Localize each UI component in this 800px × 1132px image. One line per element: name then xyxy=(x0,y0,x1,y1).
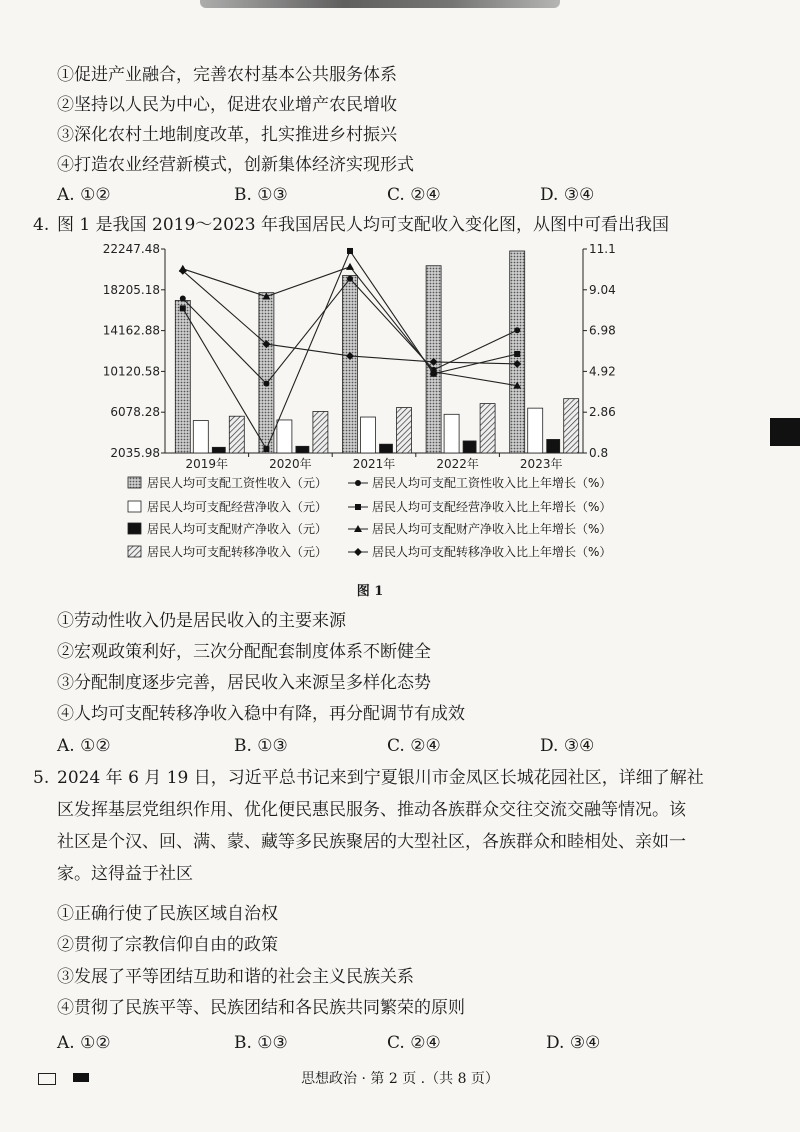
q5-item-2: ②贯彻了宗教信仰自由的政策 xyxy=(57,935,278,955)
legend-swatch-bar-2 xyxy=(128,523,141,534)
legend-label-bar-3: 居民人均可支配转移净收入（元） xyxy=(147,545,328,559)
line-point-0-0 xyxy=(180,296,186,302)
q4-item-3: ③分配制度逐步完善，居民收入来源呈多样化态势 xyxy=(57,673,431,693)
x-tick-label: 2023年 xyxy=(519,457,563,471)
q5-item-4: ④贯彻了民族平等、民族团结和各民族共同繁荣的原则 xyxy=(57,998,465,1018)
q4-number: 4. xyxy=(33,215,50,235)
line-point-2-2 xyxy=(346,263,354,270)
bar-2-3 xyxy=(463,441,476,453)
q4-item-4: ④人均可支配转移净收入稳中有降，再分配调节有成效 xyxy=(57,704,465,724)
q5-choice-d[interactable]: D. ③④ xyxy=(546,1033,601,1053)
q5-choice-c[interactable]: C. ②④ xyxy=(387,1033,441,1053)
y-tick-label-left: 10120.58 xyxy=(102,364,160,379)
q4-stem: 图 1 是我国 2019～2023 年我国居民人均可支配收入变化图，从图中可看出我国 xyxy=(57,215,669,235)
q5-stem-line-4: 家。这得益于社区 xyxy=(57,864,193,884)
q3-item-1: ①促进产业融合，完善农村基本公共服务体系 xyxy=(57,65,397,85)
chart-legend xyxy=(128,475,611,559)
bar-1-2 xyxy=(361,417,376,453)
bar-2-4 xyxy=(547,439,560,453)
bar-3-1 xyxy=(313,411,328,453)
line-point-1-2 xyxy=(347,248,353,254)
y-tick-label-right: 6.98 xyxy=(589,323,616,338)
page-footer: 思想政治 · 第 2 页 .（共 8 页） xyxy=(301,1071,499,1087)
q3-item-4: ④打造农业经营新模式，创新集体经济实现形式 xyxy=(57,155,414,175)
y-tick-label-right: 11.1 xyxy=(589,242,616,256)
x-tick-label: 2021年 xyxy=(352,457,396,471)
legend-swatch-bar-0 xyxy=(128,477,141,488)
scan-top-edge xyxy=(200,0,560,8)
y-tick-label-left: 22247.48 xyxy=(102,242,160,256)
q4-item-1: ①劳动性收入仍是居民收入的主要来源 xyxy=(57,611,346,631)
y-tick-label-left: 18205.18 xyxy=(102,282,160,297)
bar-2-1 xyxy=(296,446,309,453)
q3-item-2: ②坚持以人民为中心，促进农业增产农民增收 xyxy=(57,95,397,115)
q5-stem-line-2: 区发挥基层党组织作用、优化便民惠民服务、推动各族群众交往交流交融等情况。该 xyxy=(57,800,686,820)
legend-label-line-1: 居民人均可支配经营净收入比上年增长（%） xyxy=(372,500,612,514)
bar-0-2 xyxy=(343,276,358,453)
legend-marker-0 xyxy=(355,480,361,486)
legend-label-bar-0: 居民人均可支配工资性收入（元） xyxy=(147,476,328,490)
q5-item-1: ①正确行使了民族区域自治权 xyxy=(57,904,278,924)
q4-choices xyxy=(57,735,757,757)
y-tick-label-left: 6078.28 xyxy=(110,405,160,420)
line-point-0-1 xyxy=(263,381,269,387)
y-tick-label-left: 2035.98 xyxy=(110,446,160,460)
figure-caption: 图 1 xyxy=(356,584,384,599)
line-point-1-4 xyxy=(514,351,520,357)
legend-label-bar-2: 居民人均可支配财产净收入（元） xyxy=(147,522,328,536)
legend-marker-3 xyxy=(354,548,362,556)
line-point-1-1 xyxy=(263,446,269,452)
q5-number: 5. xyxy=(33,768,50,788)
x-tick-label: 2019年 xyxy=(185,457,229,471)
q3-choices xyxy=(57,184,757,206)
line-point-0-4 xyxy=(514,327,520,333)
bar-3-2 xyxy=(397,408,412,453)
legend-label-line-0: 居民人均可支配工资性收入比上年增长（%） xyxy=(372,476,612,490)
q5-stem-line-3: 社区是个汉、回、满、蒙、藏等多民族聚居的大型社区，各族群众和睦相处、亲如一 xyxy=(57,832,686,852)
q3-choice-a[interactable]: A. ①② xyxy=(57,185,111,205)
y-tick-label-right: 0.8 xyxy=(589,446,609,460)
q5-choices xyxy=(57,1032,757,1054)
q5-item-3: ③发展了平等团结互助和谐的社会主义民族关系 xyxy=(57,967,414,987)
line-point-1-0 xyxy=(180,305,186,311)
y-tick-label-left: 14162.88 xyxy=(102,323,160,338)
q5-choice-a[interactable]: A. ①② xyxy=(57,1033,111,1053)
y-tick-label-right: 4.92 xyxy=(589,364,616,379)
bar-1-4 xyxy=(528,408,543,453)
legend-swatch-bar-1 xyxy=(128,501,141,512)
bar-0-0 xyxy=(175,300,190,453)
legend-label-line-2: 居民人均可支配财产净收入比上年增长（%） xyxy=(372,522,612,536)
bar-1-1 xyxy=(277,420,292,453)
x-tick-label: 2022年 xyxy=(436,457,479,471)
x-tick-label: 2020年 xyxy=(269,457,312,471)
bar-3-3 xyxy=(480,404,495,453)
income-chart xyxy=(0,238,800,578)
y-tick-label-right: 2.86 xyxy=(589,405,616,420)
q3-choice-d[interactable]: D. ③④ xyxy=(540,185,595,205)
q4-choice-d[interactable]: D. ③④ xyxy=(540,736,595,756)
legend-label-bar-1: 居民人均可支配经营净收入（元） xyxy=(147,500,328,514)
line-point-0-2 xyxy=(347,276,353,282)
q3-item-3: ③深化农村土地制度改革，扎实推进乡村振兴 xyxy=(57,125,397,145)
bar-1-3 xyxy=(444,414,459,453)
bar-3-4 xyxy=(564,399,579,453)
q3-choice-b[interactable]: B. ①③ xyxy=(234,185,288,205)
q5-choice-b[interactable]: B. ①③ xyxy=(234,1033,288,1053)
page-edge-tab xyxy=(770,418,800,446)
bar-2-0 xyxy=(212,447,225,453)
q5-stem-line-1: 2024 年 6 月 19 日，习近平总书记来到宁夏银川市金凤区长城花园社区，详细了解社 xyxy=(57,768,704,788)
q4-choice-a[interactable]: A. ①② xyxy=(57,736,111,756)
q3-choice-c[interactable]: C. ②④ xyxy=(387,185,441,205)
q4-item-2: ②宏观政策利好，三次分配配套制度体系不断健全 xyxy=(57,642,431,662)
legend-swatch-bar-3 xyxy=(128,546,141,557)
legend-label-line-3: 居民人均可支配转移净收入比上年增长（%） xyxy=(372,545,612,559)
bar-0-1 xyxy=(259,293,274,453)
y-tick-label-right: 9.04 xyxy=(589,282,616,297)
bar-3-0 xyxy=(229,416,244,453)
bar-1-0 xyxy=(193,421,208,453)
legend-marker-1 xyxy=(355,504,361,510)
bar-2-2 xyxy=(380,444,393,453)
q4-choice-b[interactable]: B. ①③ xyxy=(234,736,288,756)
q4-choice-c[interactable]: C. ②④ xyxy=(387,736,441,756)
